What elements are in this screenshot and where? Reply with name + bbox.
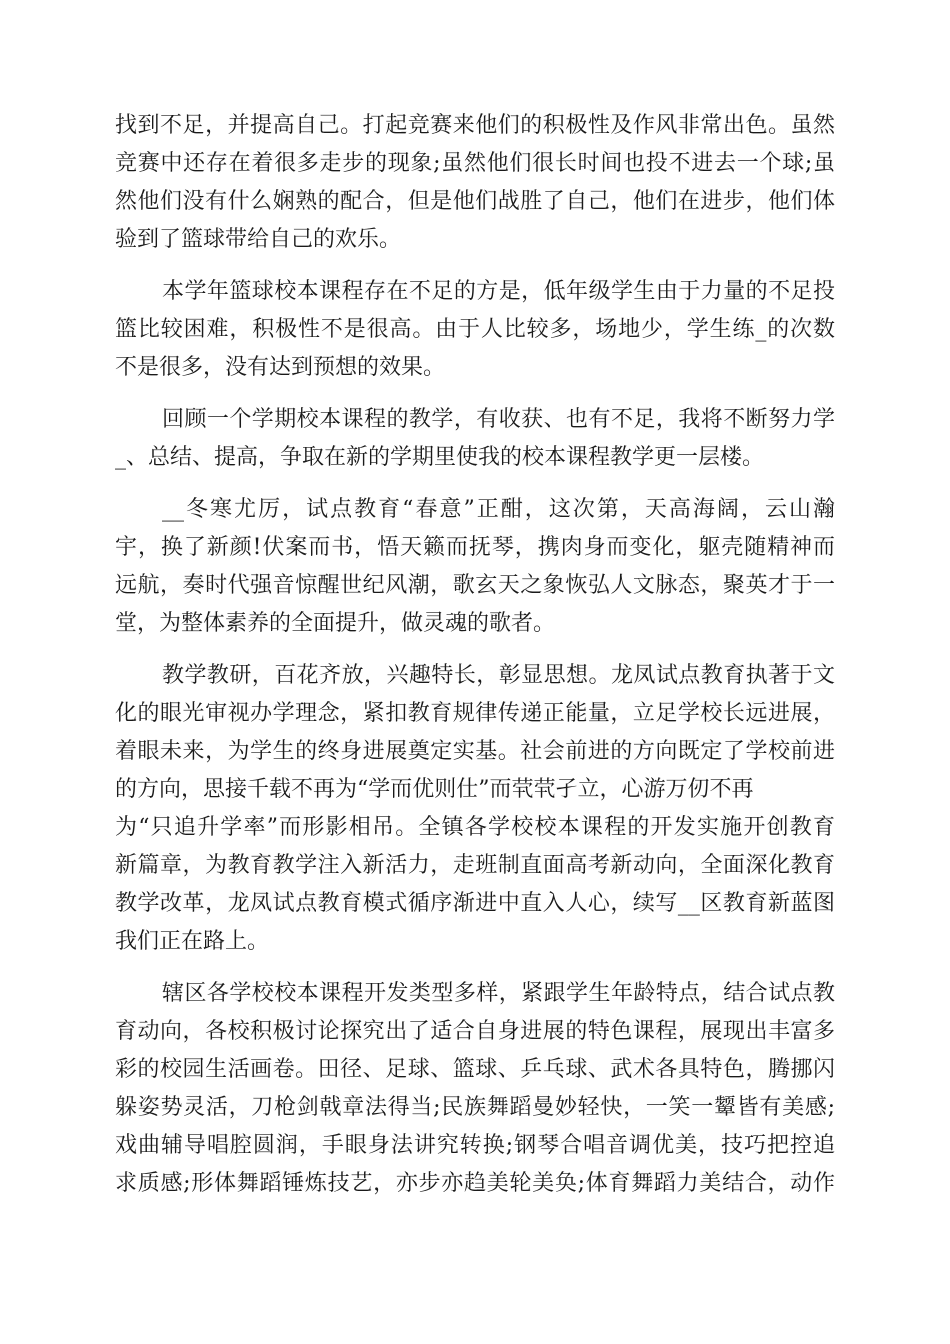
paragraph-6 bbox=[115, 975, 835, 1203]
text-line: 彩的校园生活画卷。田径、足球、篮球、乒乓球、武术各具特色，腾挪闪 bbox=[115, 1057, 835, 1082]
document-page bbox=[115, 107, 835, 1203]
text-line: 篮比较困难，积极性不是很高。由于人比较多，场地少，学生练_的次数 bbox=[115, 317, 835, 342]
text-line: _、总结、提高，争取在新的学期里使我的校本课程教学更一层楼。 bbox=[115, 445, 765, 470]
text-line: 戏曲辅导唱腔圆润，手眼身法讲究转换;钢琴合唱音调优美，技巧把控追 bbox=[115, 1133, 835, 1158]
paragraph-1 bbox=[115, 107, 835, 259]
text-line: 求质感;形体舞蹈锤炼技艺，亦步亦趋美轮美奂;体育舞蹈力美结合，动作 bbox=[115, 1171, 835, 1196]
text-line: 不是很多，没有达到预想的效果。 bbox=[115, 355, 446, 380]
text-line: 教学改革，龙凤试点教育模式循序渐进中直入人心，续写__区教育新蓝图 bbox=[115, 891, 835, 916]
text-line: 竞赛中还存在着很多走步的现象;虽然他们很长时间也投不进去一个球;虽 bbox=[115, 151, 835, 176]
text-line: 宇，换了新颜!伏案而书，悟天籁而抚琴，携肉身而变化，躯壳随精神而 bbox=[115, 535, 835, 560]
text-line: 回顾一个学期校本课程的教学，有收获、也有不足，我将不断努力学 bbox=[162, 407, 835, 432]
text-line: 育动向，各校积极讨论探究出了适合自身进展的特色课程，展现出丰富多 bbox=[115, 1019, 835, 1044]
paragraph-3 bbox=[115, 401, 835, 477]
paragraph-2 bbox=[115, 273, 835, 387]
text-line: 辖区各学校校本课程开发类型多样，紧跟学生年龄特点，结合试点教 bbox=[162, 981, 835, 1006]
text-line: 然他们没有什么娴熟的配合，但是他们战胜了自己，他们在进步，他们体 bbox=[115, 189, 835, 214]
text-line: 的方向，思接千载不再为“学而优则仕”而茕茕孑立，心游万仞不再 bbox=[115, 777, 754, 802]
paragraph-gap bbox=[115, 643, 835, 657]
text-line: __冬寒尤厉，试点教育“春意”正酣，这次第，天高海阔，云山瀚 bbox=[162, 497, 835, 522]
text-line: 堂，为整体素养的全面提升，做灵魂的歌者。 bbox=[115, 611, 556, 636]
text-line: 化的眼光审视办学理念，紧扣教育规律传递正能量，立足学校长远进展， bbox=[115, 701, 835, 726]
paragraph-4 bbox=[115, 491, 835, 643]
paragraph-gap bbox=[115, 259, 835, 273]
text-line: 远航，奏时代强音惊醒世纪风潮，歌玄天之象恢弘人文脉态，聚英才于一 bbox=[115, 573, 835, 598]
text-line: 本学年篮球校本课程存在不足的方是，低年级学生由于力量的不足投 bbox=[162, 279, 835, 304]
text-line: 教学教研，百花齐放，兴趣特长，彰显思想。龙凤试点教育执著于文 bbox=[162, 663, 835, 688]
paragraph-gap bbox=[115, 387, 835, 401]
text-line: 新篇章，为教育教学注入新活力，走班制直面高考新动向，全面深化教育 bbox=[115, 853, 835, 878]
paragraph-5 bbox=[115, 657, 835, 961]
text-line: 为“只追升学率”而形影相吊。全镇各学校校本课程的开发实施开创教育 bbox=[115, 815, 835, 840]
paragraph-gap bbox=[115, 961, 835, 975]
text-line: 验到了篮球带给自己的欢乐。 bbox=[115, 227, 402, 252]
text-line: 我们正在路上。 bbox=[115, 929, 270, 954]
text-line: 躲姿势灵活，刀枪剑戟章法得当;民族舞蹈曼妙轻快，一笑一颦皆有美感; bbox=[115, 1095, 835, 1120]
text-line: 找到不足，并提高自己。打起竞赛来他们的积极性及作风非常出色。虽然 bbox=[115, 113, 835, 138]
text-line: 着眼未来，为学生的终身进展奠定实基。社会前进的方向既定了学校前进 bbox=[115, 739, 835, 764]
paragraph-gap bbox=[115, 477, 835, 491]
